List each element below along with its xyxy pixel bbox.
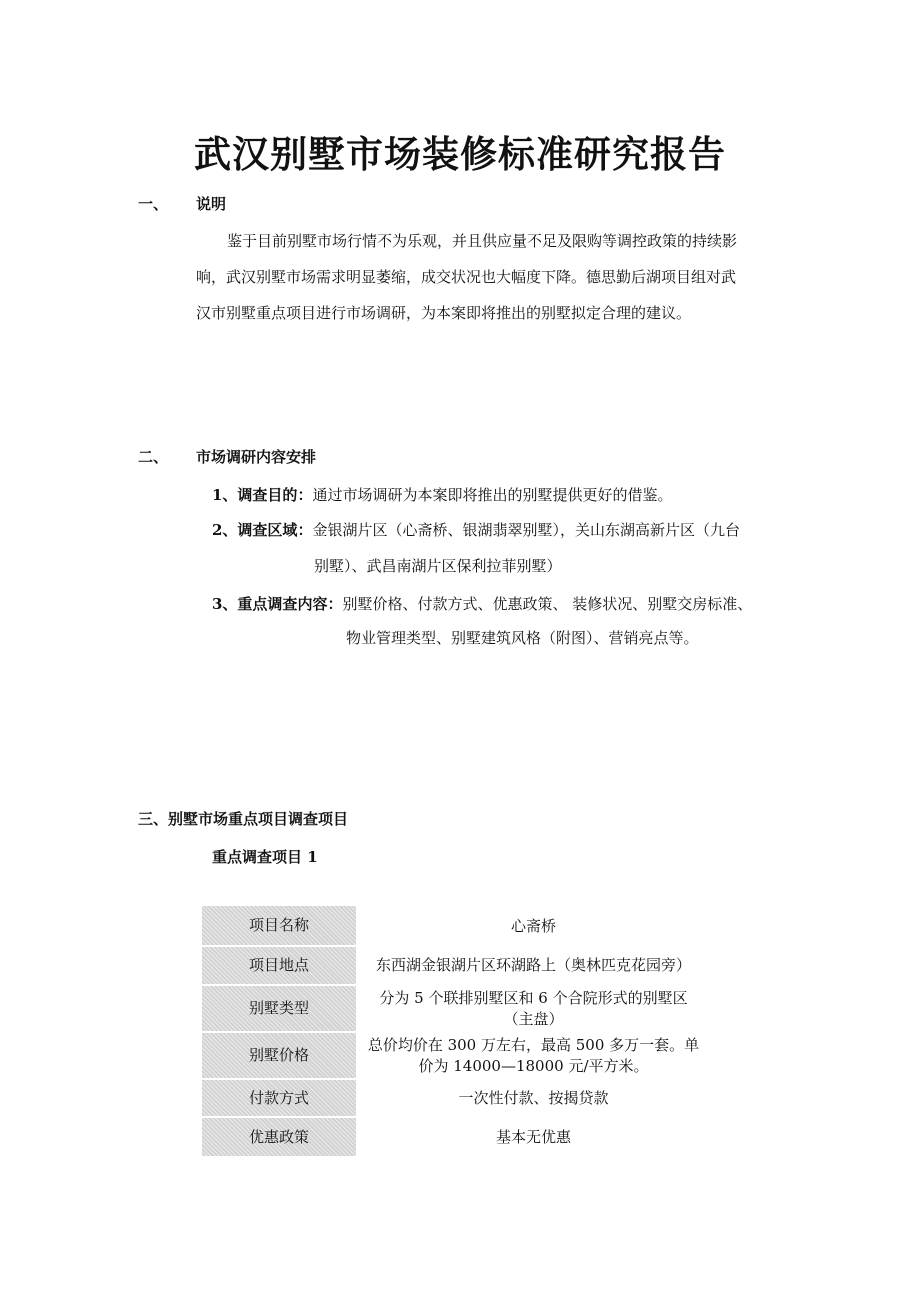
table-label-cell: 项目名称 <box>202 906 356 946</box>
table-value-cell <box>356 1117 711 1157</box>
table-value-line: 总价均价在 300 万左右，最高 500 多万一套。单 <box>367 1035 700 1054</box>
section-2-heading: 市场调研内容安排 <box>196 448 317 466</box>
project-info-table <box>202 906 711 1158</box>
table-row <box>202 1032 711 1079</box>
survey-item-label: 3、重点调查内容： <box>212 595 343 613</box>
table-row <box>202 1079 711 1117</box>
table-label-cell: 别墅价格 <box>202 1032 356 1079</box>
section-1-paragraph-line: 响，武汉别墅市场需求明显萎缩，成交状况也大幅度下降。德思勤后湖项目组对武 <box>196 268 737 286</box>
survey-item-content <box>212 593 752 614</box>
document-title: 武汉别墅市场装修标准研究报告 <box>194 133 726 176</box>
table-value-line: 价为 14000—18000 元/平方米。 <box>418 1056 649 1075</box>
table-value-line: （主盘） <box>503 1009 564 1028</box>
survey-item-label: 1、调查目的： <box>212 486 313 504</box>
section-3-subheading: 重点调查项目 1 <box>212 848 318 866</box>
table-value-cell <box>356 1032 711 1079</box>
table-label-cell: 别墅类型 <box>202 985 356 1032</box>
table-row <box>202 946 711 985</box>
survey-item-text: 别墅价格、付款方式、优惠政策、 装修状况、别墅交房标准、 <box>342 595 753 613</box>
section-3-heading: 三、别墅市场重点项目调查项目 <box>138 810 349 828</box>
table-label-cell: 优惠政策 <box>202 1117 356 1157</box>
section-2-number: 二、 <box>138 448 169 466</box>
survey-item-area <box>212 519 740 540</box>
section-1-paragraph-line: 鉴于目前别墅市场行情不为乐观，并且供应量不足及限购等调控政策的持续影 <box>227 232 738 250</box>
table-value-line: 一次性付款、按揭贷款 <box>458 1088 609 1107</box>
table-row <box>202 985 711 1032</box>
survey-item-label: 2、调查区域： <box>212 521 313 539</box>
table-value-cell <box>356 1079 711 1117</box>
table-row <box>202 906 711 946</box>
table-value-line: 基本无优惠 <box>495 1127 571 1146</box>
table-label-cell: 项目地点 <box>202 946 356 985</box>
survey-item-text-continued: 物业管理类型、别墅建筑风格（附图）、营销亮点等。 <box>346 629 699 647</box>
survey-item-purpose <box>212 484 672 505</box>
survey-item-text: 通过市场调研为本案即将推出的别墅提供更好的借鉴。 <box>312 486 673 504</box>
survey-item-text: 金银湖片区（心斋桥、银湖翡翠别墅），关山东湖高新片区（九台 <box>312 521 740 539</box>
table-value-line: 心斋桥 <box>510 916 556 935</box>
table-label-cell: 付款方式 <box>202 1079 356 1117</box>
table-value-line: 东西湖金银湖片区环湖路上（奥林匹克花园旁） <box>375 956 691 974</box>
section-1-number: 一、 <box>138 195 169 213</box>
table-row <box>202 1117 711 1157</box>
table-value-cell <box>356 985 711 1032</box>
table-value-cell <box>356 946 711 985</box>
section-1-heading: 说明 <box>196 195 227 213</box>
survey-item-text-continued: 别墅）、武昌南湖片区保利拉菲别墅） <box>314 557 562 575</box>
section-1-paragraph-line: 汉市别墅重点项目进行市场调研，为本案即将推出的别墅拟定合理的建议。 <box>196 304 692 322</box>
table-value-line: 分为 5 个联排别墅区和 6 个合院形式的别墅区 <box>379 988 688 1007</box>
table-value-cell <box>356 906 711 946</box>
